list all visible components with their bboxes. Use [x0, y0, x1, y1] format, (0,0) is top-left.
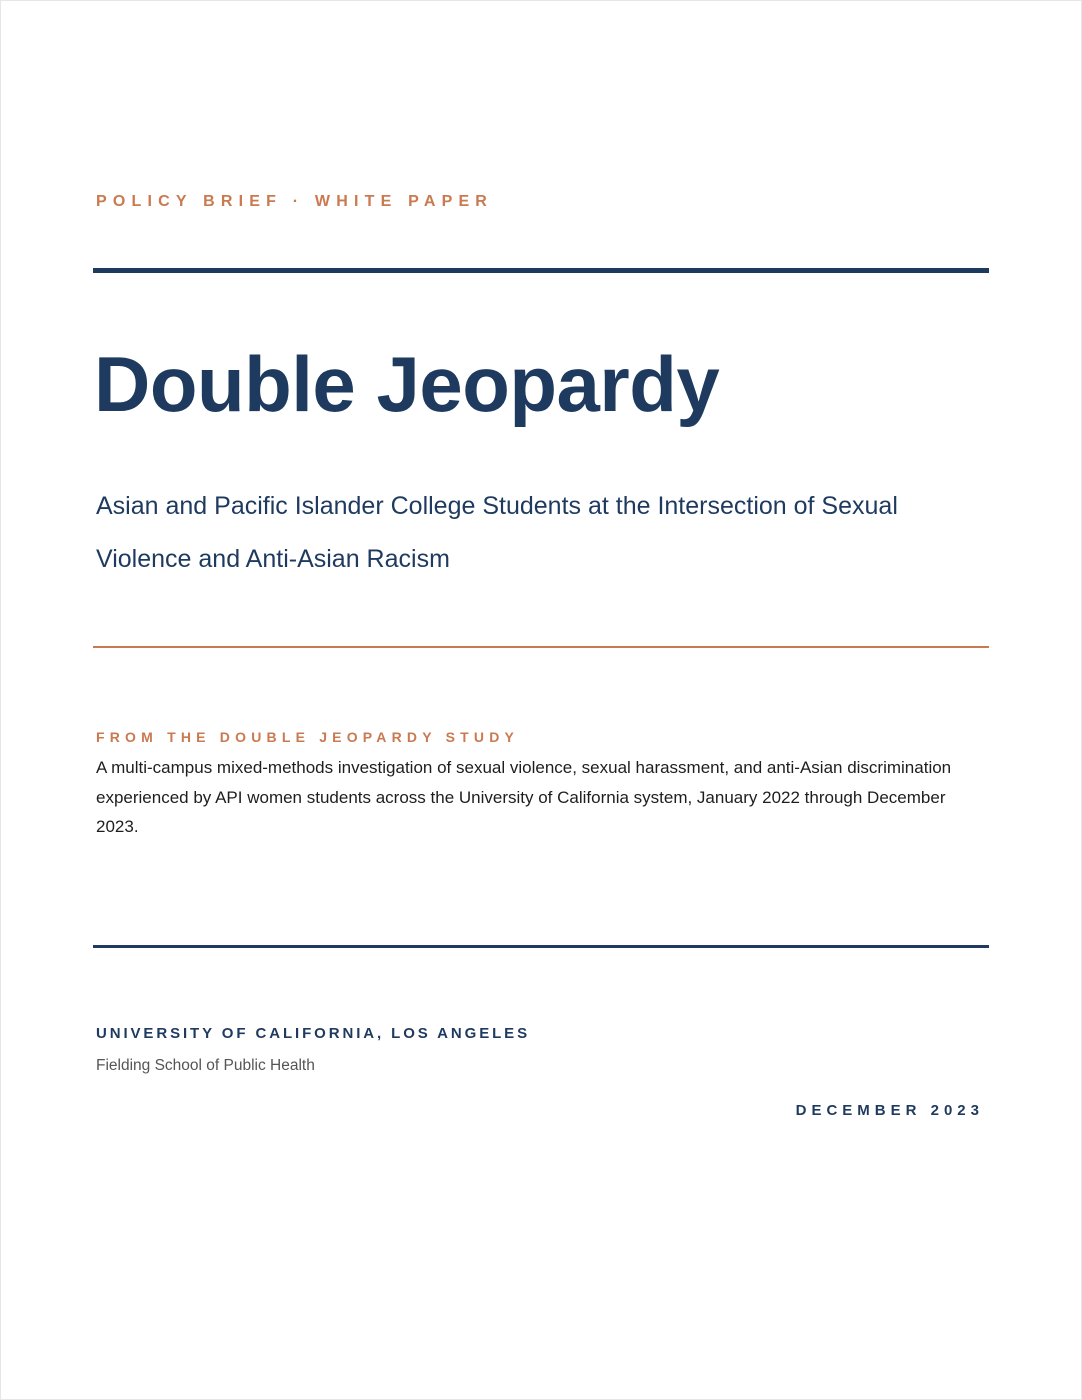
school-name: Fielding School of Public Health — [96, 1057, 315, 1074]
top-divider — [93, 268, 989, 273]
document-title: Double Jeopardy — [94, 340, 720, 428]
publication-date: DECEMBER 2023 — [795, 1102, 984, 1119]
bottom-divider — [93, 945, 989, 948]
document-subtitle: Asian and Pacific Islander College Students at the Intersection of Sexual Violence and Anti-Asian Racism — [96, 492, 898, 573]
institution-name: UNIVERSITY OF CALIFORNIA, LOS ANGELES — [96, 1025, 530, 1042]
study-label: FROM THE DOUBLE JEOPARDY STUDY — [96, 729, 520, 745]
middle-divider — [93, 646, 989, 648]
document-type-kicker: POLICY BRIEF · WHITE PAPER — [96, 193, 494, 210]
study-description: A multi-campus mixed-methods investigation of sexual violence, sexual harassment, and anti-Asian discrimination experienced by API women students across the University of California system, January 2022 through December 2023. — [96, 758, 952, 836]
